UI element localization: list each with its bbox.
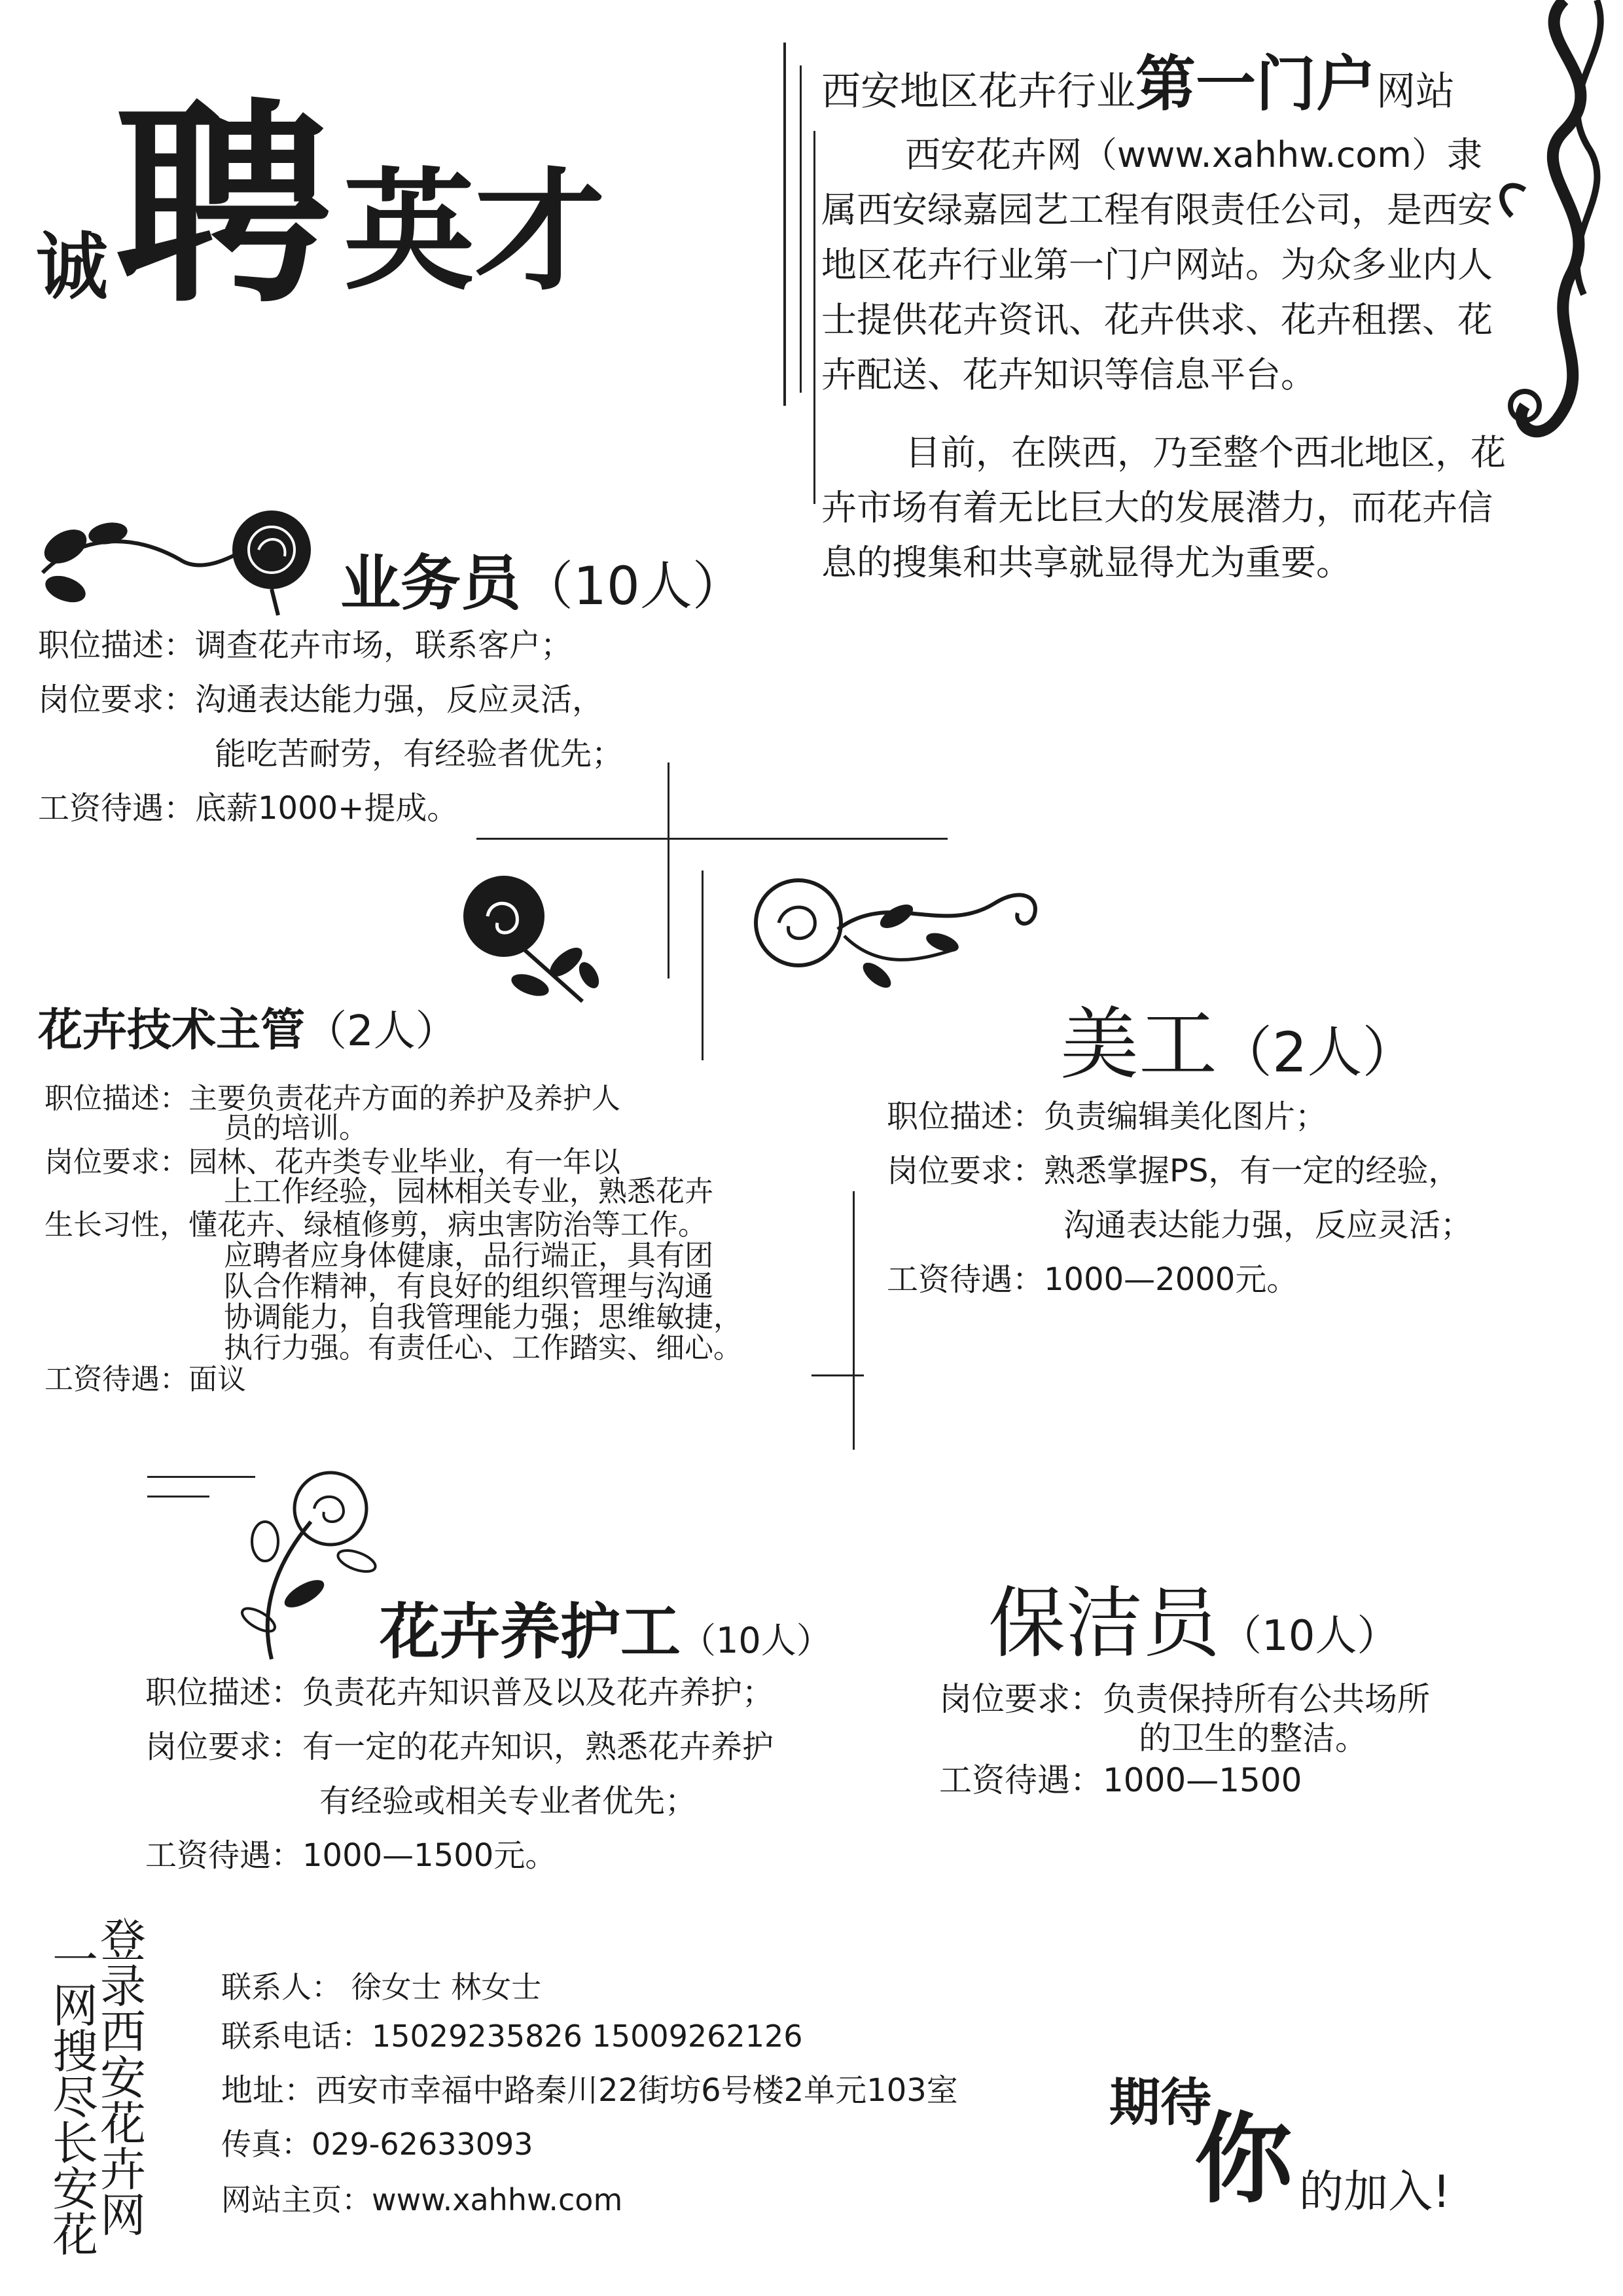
swirl-ornament-icon (1486, 0, 1616, 458)
salesman-heading (340, 535, 745, 622)
header-title (821, 36, 1455, 122)
title-cheng: 诚 (36, 225, 108, 309)
header-title-post: 网站 (1376, 69, 1455, 115)
slogan-char: 花 (52, 2208, 98, 2262)
cleaner-heading (988, 1561, 1399, 1672)
slogan-char: 尽 (52, 2071, 98, 2125)
cross-vertical-rule (668, 762, 669, 978)
intro-paragraph-2: 目前，在陕西，乃至整个西北地区，花卉市场有着无比巨大的发展潜力，而花卉信息的搜集和共享就显得尤为重要。 (821, 432, 1506, 583)
salesman-title: 业务员 (340, 548, 522, 619)
slogan-char: 网 (100, 2189, 146, 2242)
tech-supervisor-line-6: 应聘者应身体健康，品行端正，具有团 (224, 1239, 713, 1272)
slogan-char: 西 (100, 2005, 146, 2059)
cleaner-line-2: 的卫生的整洁。 (1139, 1719, 1368, 1757)
title-divider-2 (800, 65, 802, 393)
gardener-line-1: 职位描述：负责花卉知识普及以及花卉养护； (145, 1674, 774, 1711)
header-left-rule (813, 131, 815, 504)
cross-horizontal-rule (476, 838, 948, 840)
center-vertical-rule (702, 870, 704, 1060)
gardener-title: 花卉养护工 (380, 1597, 681, 1667)
title-divider-1 (783, 43, 786, 406)
gardener-line-4: 工资待遇：1000—1500元。 (145, 1837, 557, 1874)
contact-website[interactable]: 网站主页：www.xahhw.com (221, 2182, 623, 2217)
gardener-count: （10人） (681, 1620, 832, 1661)
rose-stem-ornament-icon (232, 1463, 402, 1666)
header-title-pre: 西安地区花卉行业 (821, 69, 1135, 115)
rose-vine-right-ornament-icon (746, 864, 1073, 1008)
slogan-column-1 (49, 1933, 101, 2262)
closing-ni: 你 (1194, 2103, 1293, 2217)
tech-small-rule (812, 1374, 864, 1376)
cleaner-title: 保洁员 (988, 1578, 1221, 1668)
designer-title: 美工 (1060, 999, 1217, 1090)
title-pin: 聘 (115, 81, 330, 332)
tech-supervisor-title: 花卉技术主管 (38, 1005, 306, 1056)
designer-line-1: 职位描述：负责编辑美化图片； (887, 1098, 1327, 1135)
slogan-char: 安 (52, 2162, 98, 2216)
contact-address: 地址：西安市幸福中路秦川22街坊6号楼2单元103室 (221, 2072, 958, 2109)
designer-line-3: 沟通表达能力强，反应灵活； (1063, 1207, 1472, 1244)
closing-line-1: 期待 (1109, 2073, 1212, 2132)
tech-supervisor-line-3: 岗位要求：园林、花卉类专业毕业，有一年以 (45, 1145, 620, 1179)
cleaner-line-1: 岗位要求：负责保持所有公共场所 (939, 1680, 1430, 1718)
slogan-char: 一 (52, 1933, 98, 1987)
gardener-line-3: 有经验或相关专业者优先； (319, 1783, 697, 1820)
slogan-char: 录 (100, 1960, 146, 2013)
designer-line-2: 岗位要求：熟悉掌握PS，有一定的经验， (887, 1153, 1460, 1189)
tech-supervisor-line-1: 职位描述：主要负责花卉方面的养护及养护人 (45, 1082, 620, 1115)
cleaner-count: （10人） (1220, 1612, 1399, 1660)
tech-right-rule (853, 1191, 855, 1450)
contact-person: 联系人： 徐女士 林女士 (221, 1969, 542, 2005)
salesman-line-2: 岗位要求：沟通表达能力强，反应灵活， (38, 681, 604, 718)
tech-supervisor-line-9: 执行力强。有责任心、工作踏实、细心。 (224, 1331, 742, 1365)
slogan-char: 安 (100, 2051, 146, 2105)
cleaner-line-3: 工资待遇：1000—1500 (939, 1761, 1302, 1799)
slogan-char: 长 (52, 2117, 98, 2170)
tech-supervisor-line-8: 协调能力，自我管理能力强；思维敏捷， (224, 1300, 742, 1334)
rose-ornament-icon (452, 870, 615, 1008)
slogan-char: 花 (100, 2097, 146, 2151)
header-title-big: 第一门户 (1135, 49, 1377, 119)
closing-rest: 的加入! (1299, 2166, 1451, 2218)
slogan-char: 网 (52, 1979, 98, 2033)
designer-count: （2人） (1217, 1020, 1418, 1085)
tech-supervisor-count: （2人） (305, 1007, 457, 1056)
tech-supervisor-line-4: 上工作经验，园林相关专业，熟悉花卉 (224, 1175, 713, 1208)
tech-supervisor-line-10: 工资待遇：面议 (45, 1363, 246, 1396)
slogan-char: 卉 (100, 2143, 146, 2197)
intro-paragraph-1: 西安花卉网（www.xahhw.com）隶属西安绿嘉园艺工程有限责任公司，是西安地区花卉行业第一门户网站。为众多业内人士提供花卉资讯、花卉供求、花卉租摆、花卉配送、花卉知识等信息平台。 (821, 134, 1493, 395)
tech-supervisor-line-2: 员的培训。 (224, 1111, 368, 1145)
salesman-line-3: 能吃苦耐劳，有经验者优先； (215, 736, 624, 772)
tech-supervisor-heading (38, 995, 457, 1058)
salesman-count: （10人） (521, 556, 745, 617)
slogan-char: 搜 (52, 2025, 98, 2079)
slogan-column-2 (97, 1914, 149, 2242)
gardener-rule-2 (147, 1496, 209, 1498)
title-yingcai: 英才 (344, 156, 606, 308)
slogan-char: 登 (100, 1914, 146, 1967)
tech-supervisor-line-5: 生长习性，懂花卉、绿植修剪，病虫害防治等工作。 (45, 1208, 707, 1242)
gardener-heading (380, 1584, 832, 1670)
rose-vine-ornament-icon (29, 494, 317, 619)
designer-heading (1060, 982, 1417, 1094)
contact-phone: 联系电话：15029235826 15009262126 (221, 2018, 803, 2054)
designer-line-4: 工资待遇：1000—2000元。 (887, 1261, 1298, 1298)
salesman-line-1: 职位描述：调查花卉市场，联系客户； (38, 627, 573, 664)
gardener-line-2: 岗位要求：有一定的花卉知识，熟悉花卉养护 (145, 1729, 774, 1765)
contact-fax: 传真：029-62633093 (221, 2126, 533, 2162)
tech-supervisor-line-7: 队合作精神，有良好的组织管理与沟通 (224, 1270, 713, 1303)
salesman-line-4: 工资待遇：底薪1000+提成。 (38, 790, 459, 827)
